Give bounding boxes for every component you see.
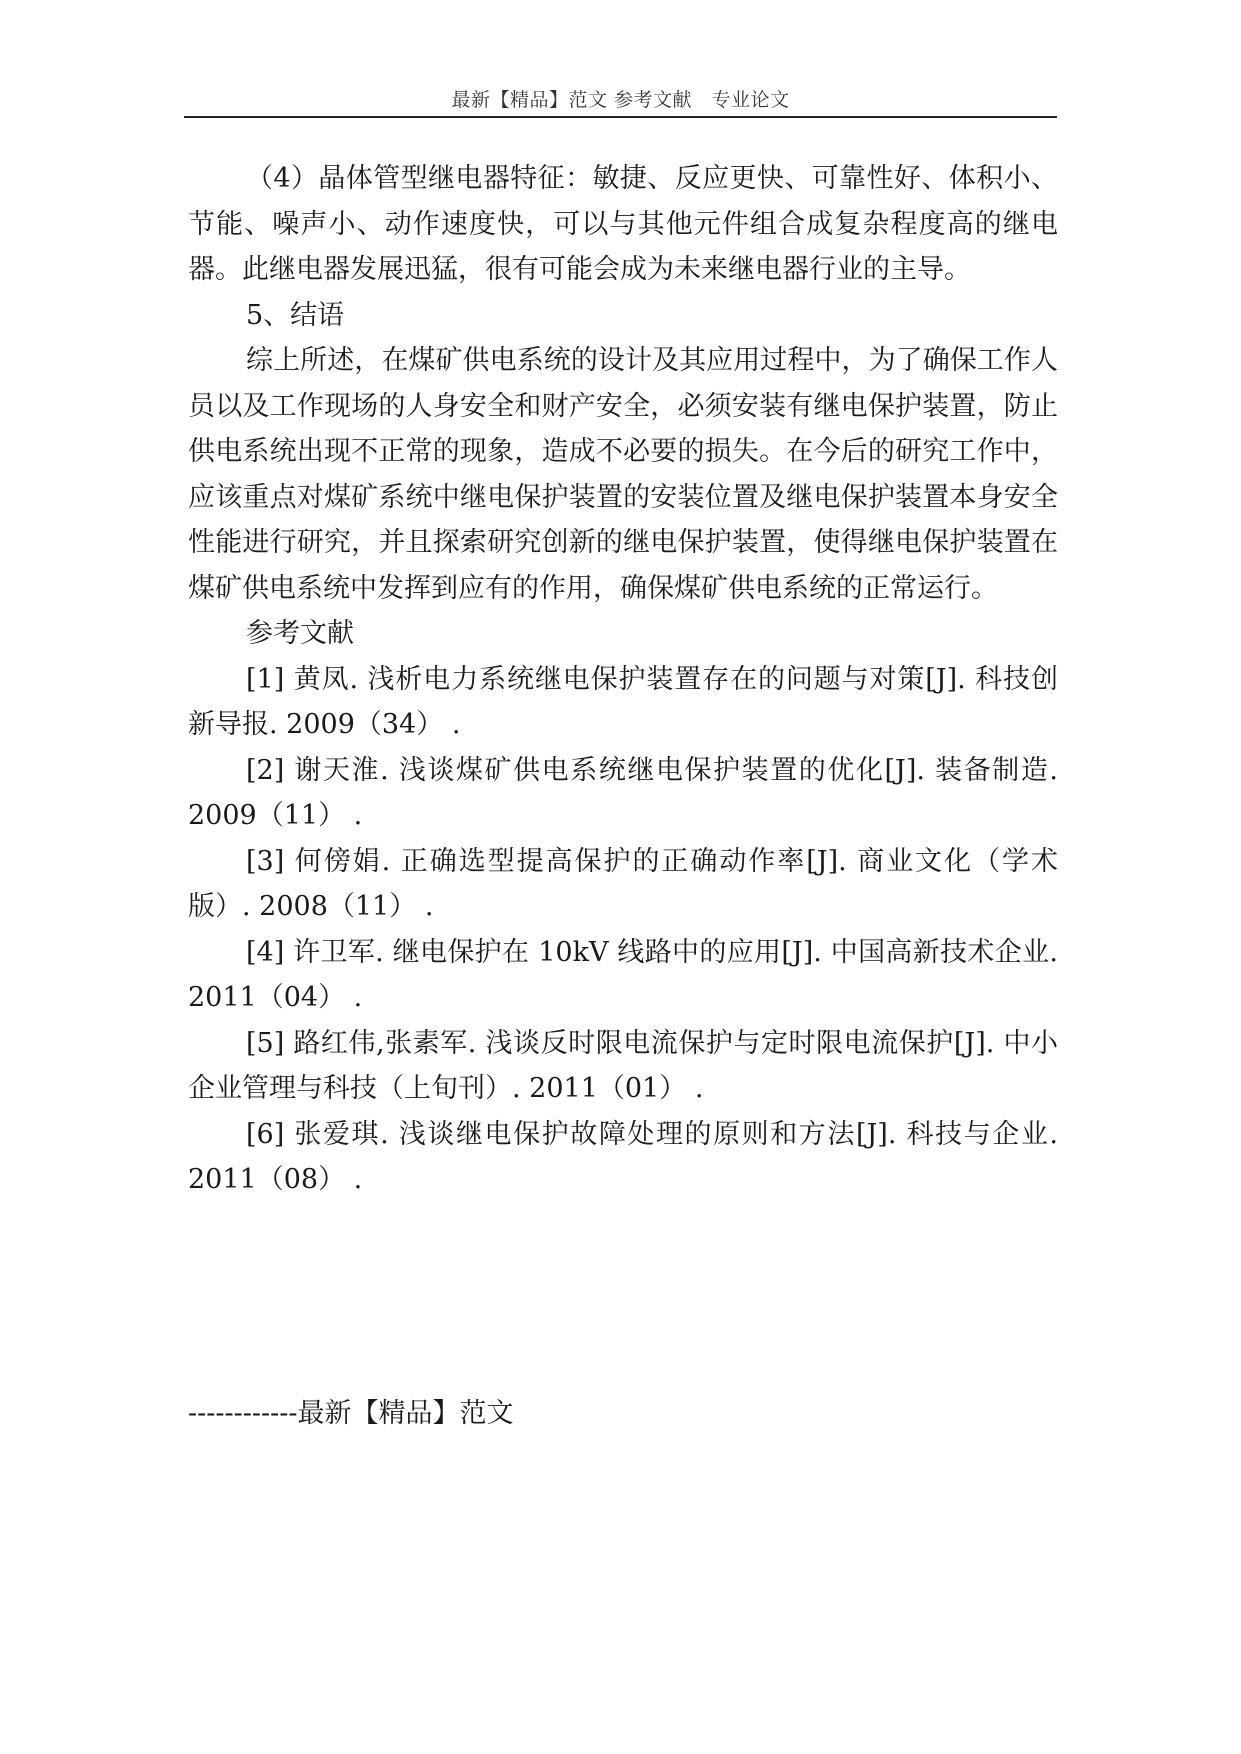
reference-item-6: [6] 张爱琪. 浅谈继电保护故障处理的原则和方法[J]. 科技与企业. 2011（08） . [188, 1118, 1058, 1195]
document-body [188, 156, 1058, 1203]
footer-watermark-text: ------------最新【精品】范文 [188, 1398, 514, 1429]
reference-item-3: [3] 何傍娟. 正确选型提高保护的正确动作率[J]. 商业文化（学术版）. 2008（11） . [188, 845, 1058, 922]
reference-item-2: [2] 谢天淮. 浅谈煤矿供电系统继电保护装置的优化[J]. 装备制造. 2009（11） . [188, 754, 1058, 831]
paragraph-transistor-relay: （4）晶体管型继电器特征：敏捷、反应更快、可靠性好、体积小、节能、噪声小、动作速度快，可以与其他元件组合成复杂程度高的继电器。此继电器发展迅猛，很有可能会成为未来继电器行业的主导。 [188, 163, 1058, 285]
references-heading: 参考文献 [246, 618, 354, 649]
reference-item-4: [4] 许卫军. 继电保护在 10kV 线路中的应用[J]. 中国高新技术企业. 2011（04） . [188, 936, 1058, 1013]
section-heading-conclusion: 5、结语 [246, 299, 345, 331]
page-header: 最新【精品】范文 参考文献 专业论文 [184, 86, 1057, 118]
reference-item-1: [1] 黄凤. 浅析电力系统继电保护装置存在的问题与对策[J]. 科技创新导报. 2009（34） . [188, 663, 1058, 740]
paragraph-conclusion: 综上所述，在煤矿供电系统的设计及其应用过程中，为了确保工作人员以及工作现场的人身安全和财产安全，必须安装有继电保护装置，防止供电系统出现不正常的现象，造成不必要的损失。在今后的研究工作中，应该重点对煤矿系统中继电保护装置的安装位置及继电保护装置本身安全性能进行研究，并且探索研究创新的继电保护装置，使得继电保护装置在煤矿供电系统中发挥到应有的作用，确保煤矿供电系统的正常运行。 [188, 345, 1058, 604]
reference-item-5: [5] 路红伟,张素军. 浅谈反时限电流保护与定时限电流保护[J]. 中小企业管理与科技（上旬刊）. 2011（01） . [188, 1027, 1058, 1104]
